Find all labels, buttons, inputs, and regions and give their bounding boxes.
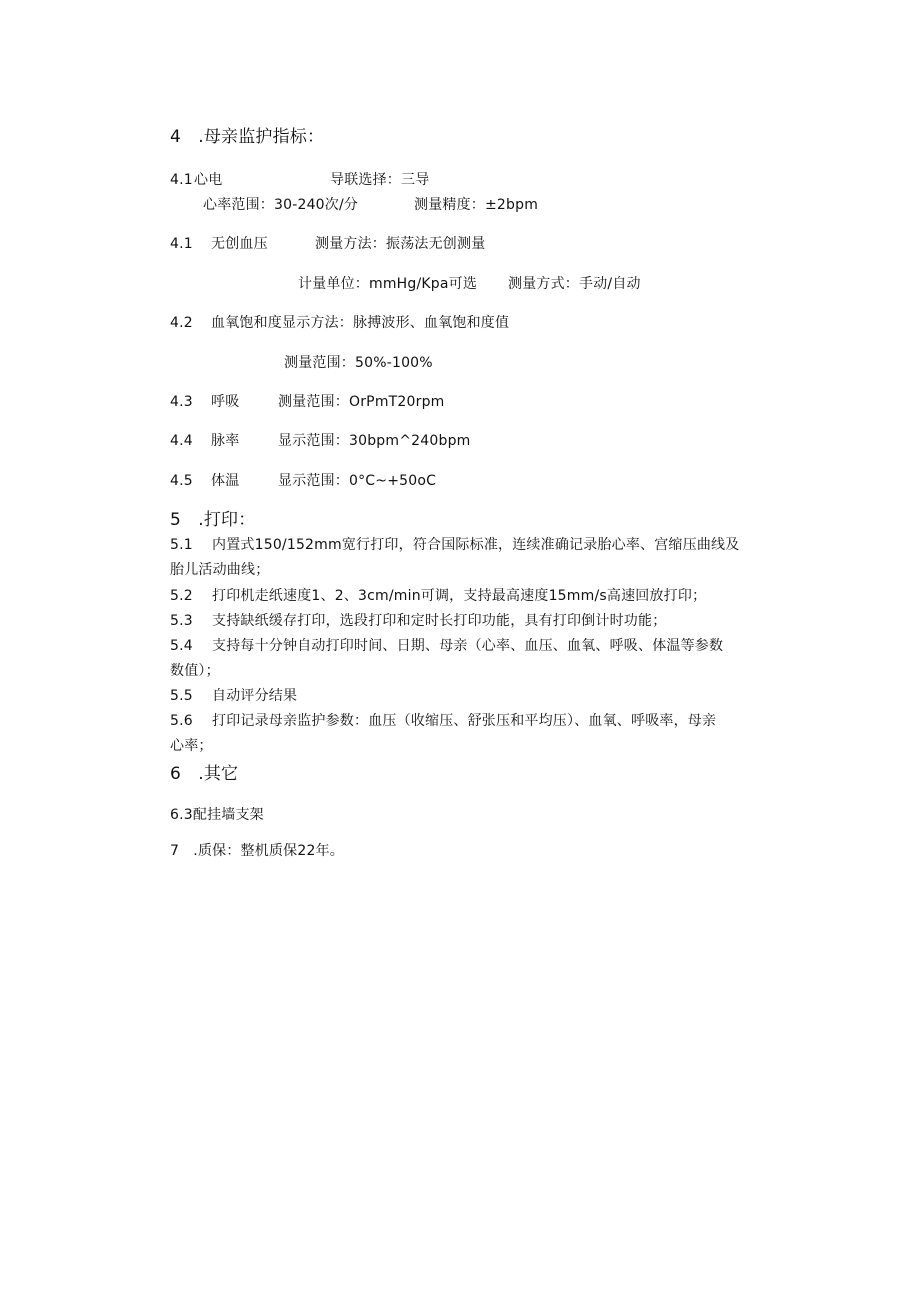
resp-number: 4.3 [170, 394, 193, 410]
ecg-number: 4.1 [170, 172, 193, 188]
temp-range: 显示范围：0°C~+50oC [278, 473, 437, 489]
item-5-4-text-cont: 数值）； [170, 663, 220, 679]
resp-name: 呼吸 [211, 394, 240, 410]
item-5-6-text-cont: 心率； [170, 738, 213, 754]
ecg-name: 心电 [194, 172, 223, 188]
pulse-range: 显示范围：30bpm^240bpm [278, 433, 471, 449]
ecg-accuracy: 测量精度：±2bpm [414, 197, 539, 213]
ecg-hr-range: 心率范围：30-240次/分 [203, 197, 359, 213]
temp-name: 体温 [211, 473, 240, 489]
section-4-heading: 4 .母亲监护指标： [170, 127, 325, 147]
item-5-2-number: 5.2 [170, 588, 193, 604]
item-5-3-text: 支持缺纸缓存打印，选段打印和定时长打印功能，具有打印倒计时功能； [212, 613, 667, 629]
item-5-5-text: 自动评分结果 [212, 688, 298, 704]
item-5-6-number: 5.6 [170, 713, 193, 729]
item-5-5-number: 5.5 [170, 688, 193, 704]
section-6-heading: 6 .其它 [170, 764, 239, 784]
item-5-4-text: 支持每十分钟自动打印时间、日期、母亲（心率、血压、血氧、呼吸、体温等参数 [212, 638, 724, 654]
section-7-line: 7 .质保：整机质保22年。 [170, 843, 344, 859]
pulse-name: 脉率 [211, 433, 240, 449]
resp-range: 测量范围：OrPmT20rpm [278, 394, 445, 410]
section-5-heading: 5 .打印： [170, 510, 256, 530]
nibp-mode: 测量方式：手动/自动 [508, 276, 641, 292]
nibp-name: 无创血压 [211, 236, 268, 252]
item-5-2-text: 打印机走纸速度1、2、3cm/min可调，支持最高速度15mm/s高速回放打印； [212, 588, 707, 604]
item-5-3-number: 5.3 [170, 613, 193, 629]
ecg-lead: 导联选择：三导 [330, 172, 430, 188]
item-5-1-text-cont: 胎儿活动曲线； [170, 562, 270, 578]
item-5-6-text: 打印记录母亲监护参数：血压（收缩压、舒张压和平均压）、血氧、呼吸率，母亲 [212, 713, 717, 729]
item-5-1-text: 内置式150/152mm宽行打印，符合国际标准，连续准确记录胎心率、宫缩压曲线及 [212, 537, 740, 553]
nibp-number: 4.1 [170, 236, 193, 252]
nibp-method: 测量方法：振荡法无创测量 [315, 236, 486, 252]
spo2-display: 血氧饱和度显示方法：脉搏波形、血氧饱和度值 [211, 315, 510, 331]
item-5-1-number: 5.1 [170, 537, 193, 553]
item-6-3-text: 6.3配挂墙支架 [170, 807, 264, 823]
spo2-number: 4.2 [170, 315, 193, 331]
nibp-unit: 计量单位：mmHg/Kpa可选 [298, 276, 478, 292]
item-5-4-number: 5.4 [170, 638, 193, 654]
spo2-range: 测量范围：50%-100% [284, 355, 433, 371]
temp-number: 4.5 [170, 473, 193, 489]
pulse-number: 4.4 [170, 433, 193, 449]
